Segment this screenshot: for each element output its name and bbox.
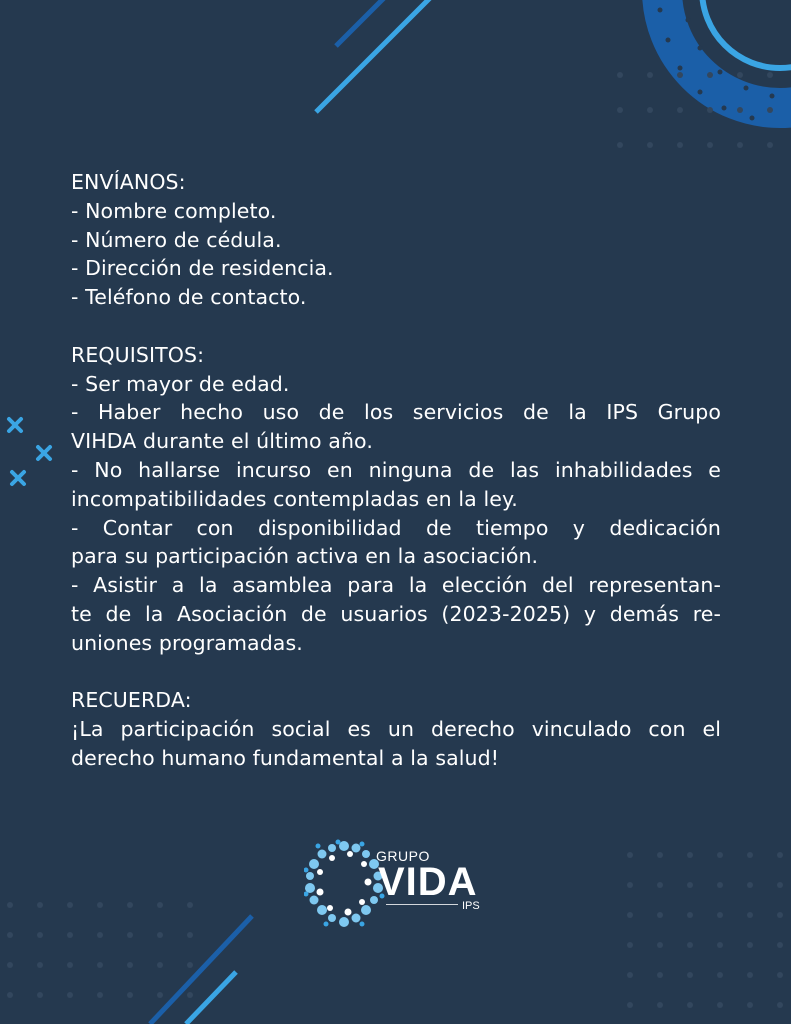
requisito-line: - No hallarse incurso en ninguna de las inhabilidades e [71, 457, 721, 482]
requisito-line: uniones programadas. [71, 630, 303, 655]
list-item: - Dirección de residencia. [71, 256, 334, 281]
requisito-line: - Asistir a la asamblea para la elección del representan- [71, 573, 721, 598]
requisito-line: - Contar con disponibilidad de tiempo y dedicación [71, 515, 721, 540]
requisito-line: - Ser mayor de edad. [71, 371, 290, 396]
requisitos-heading: REQUISITOS: [71, 342, 205, 367]
requisito-line: para su participación activa en la asociación. [71, 544, 539, 569]
recuerda-line: ¡La participación social es un derecho vinculado con el [71, 717, 721, 742]
requisito-line: VIHDA durante el último año. [71, 429, 373, 454]
requisito-line: te de la Asociación de usuarios (2023-2025) y demás re- [71, 601, 721, 626]
envianos-heading: ENVÍANOS: [71, 170, 186, 194]
logo-grupo-text: GRUPO [376, 848, 430, 864]
requisitos-section [71, 341, 721, 658]
grupo-vida-ips-logo [304, 838, 488, 930]
logo-divider [386, 904, 458, 905]
recuerda-line: derecho humano fundamental a la salud! [71, 745, 500, 770]
list-item: - Nombre completo. [71, 198, 277, 223]
logo-ips-text: IPS [462, 900, 480, 912]
list-item: - Número de cédula. [71, 227, 282, 252]
requisito-line: - Haber hecho uso de los servicios de la IPS Grupo [71, 400, 721, 425]
recuerda-heading: RECUERDA: [71, 688, 192, 713]
logo-vida-text: VIDA [378, 860, 478, 904]
envianos-section [71, 168, 721, 312]
requisito-line: incompatibilidades contempladas en la ley. [71, 486, 518, 511]
list-item: - Teléfono de contacto. [71, 285, 307, 310]
recuerda-section [71, 686, 721, 772]
main-content [71, 168, 721, 802]
